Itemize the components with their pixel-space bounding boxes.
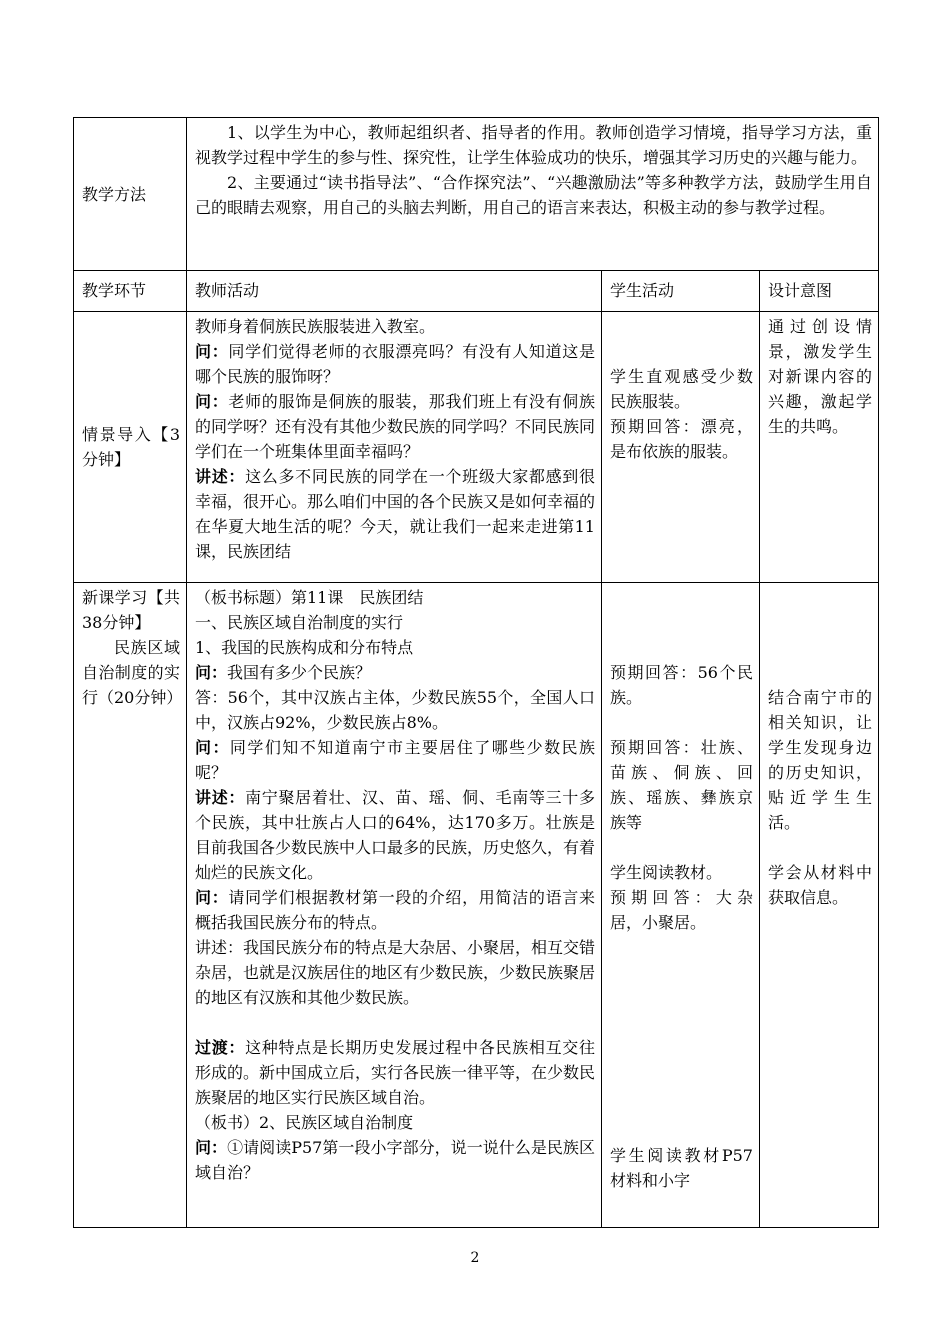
student-line: 学生阅读教材P57材料和小字 (610, 1146, 753, 1190)
stage-title: 新课学习【共38分钟】 (82, 588, 180, 632)
header-stage: 教学环节 (74, 271, 187, 312)
new-lesson-row (74, 583, 879, 1228)
student-line: 预期回答：56个民族。 (610, 663, 753, 707)
teacher-line: 问：同学们觉得老师的衣服漂亮吗？有没有人知道这是哪个民族的服饰呀？ (195, 342, 595, 386)
student-line: 预期回答：大杂居，小聚居。 (610, 888, 753, 932)
student-line: 预期回答：壮族、苗族、侗族、回族、瑶族、彝族京族等 (610, 738, 753, 832)
intro-design-intent: 通过创设情景，激发学生对新课内容的兴趣，激起学生的共鸣。 (760, 312, 879, 583)
teacher-line: （板书）2、民族区域自治制度 (195, 1113, 414, 1132)
new-lesson-design-intent (760, 583, 879, 1228)
lesson-plan-table (73, 117, 879, 1228)
method-label: 教学方法 (74, 118, 187, 271)
new-lesson-student-activity (602, 583, 760, 1228)
teacher-line: 问：老师的服饰是侗族的服装，那我们班上有没有侗族的同学呀？还有没有其他少数民族的同学吗？不同民族同学们在一个班集体里面幸福吗？ (195, 392, 596, 461)
intent-line: 学会从材料中获取信息。 (768, 863, 872, 907)
header-student: 学生活动 (602, 271, 760, 312)
teacher-line: 一、民族区域自治制度的实行 (195, 613, 404, 632)
intro-stage: 情景导入【3分钟】 (74, 312, 187, 583)
header-row (74, 271, 879, 312)
teacher-line: （板书标题）第11课 民族团结 (195, 588, 424, 607)
header-teacher: 教师活动 (187, 271, 602, 312)
teacher-line: 问：请同学们根据教材第一段的介绍，用简洁的语言来概括我国民族分布的特点。 (195, 888, 595, 932)
teacher-line: 1、我国的民族构成和分布特点 (195, 638, 414, 657)
new-lesson-stage (74, 583, 187, 1228)
teacher-line: 问：①请阅读P57第一段小字部分，说一说什么是民族区域自治？ (195, 1138, 595, 1182)
header-intent: 设计意图 (760, 271, 879, 312)
teacher-line: 问：同学们知不知道南宁市主要居住了哪些少数民族呢？ (195, 738, 595, 782)
method-row (74, 118, 879, 271)
teacher-line: 讲述：这么多不同民族的同学在一个班级大家都感到很幸福，很开心。那么咱们中国的各个民族又是如何幸福的在华夏大地生活的呢？今天，就让我们一起来走进第11课，民族团结 (195, 467, 596, 561)
new-lesson-teacher-activity (187, 583, 602, 1228)
page-number: 2 (470, 1250, 480, 1266)
teacher-line: 讲述：我国民族分布的特点是大杂居、小聚居，相互交错杂居，也就是汉族居住的地区有少数民族，少数民族聚居的地区有汉族和其他少数民族。 (195, 938, 596, 1007)
teacher-line: 过渡：这种特点是长期历史发展过程中各民族相互交往形成的。新中国成立后，实行各民族一律平等，在少数民族聚居的地区实行民族区域自治。 (195, 1038, 596, 1107)
intro-row (74, 312, 879, 583)
student-line: 学生直观感受少数民族服装。 (610, 367, 753, 411)
intro-teacher-activity (187, 312, 602, 583)
method-content (187, 118, 879, 271)
teacher-line: 答：56个，其中汉族占主体，少数民族55个，全国人口中，汉族占92%，少数民族占8%。 (195, 688, 595, 732)
student-line: 学生阅读教材。 (610, 863, 723, 882)
teacher-line: 教师身着侗族民族服装进入教室。 (195, 317, 436, 336)
intent-line: 结合南宁市的相关知识，让学生发现身边的历史知识，贴近学生生活。 (768, 688, 872, 832)
teacher-line: 讲述：南宁聚居着壮、汉、苗、瑶、侗、毛南等三十多个民族，其中壮族占人口的64%，达170多万。壮族是目前我国各少数民族中人口最多的民族，历史悠久，有着灿烂的民族文化。 (195, 788, 596, 882)
method-paragraph-1: 1、以学生为中心，教师起组织者、指导者的作用。教师创造学习情境，指导学习方法，重视教学过程中学生的参与性、探究性，让学生体验成功的快乐，增强其学习历史的兴趣与能力。 (195, 123, 872, 167)
student-line: 预期回答：漂亮，是布依族的服装。 (610, 417, 753, 461)
stage-subtitle: 民族区域自治制度的实行（20分钟） (82, 638, 183, 707)
teacher-line: 问：我国有多少个民族？ (195, 663, 372, 682)
method-paragraph-2: 2、主要通过“读书指导法”、“合作探究法”、“兴趣激励法”等多种教学方法，鼓励学生用自己的眼睛去观察，用自己的头脑去判断，用自己的语言来表达，积极主动的参与教学过程。 (195, 173, 872, 217)
intro-student-activity (602, 312, 760, 583)
